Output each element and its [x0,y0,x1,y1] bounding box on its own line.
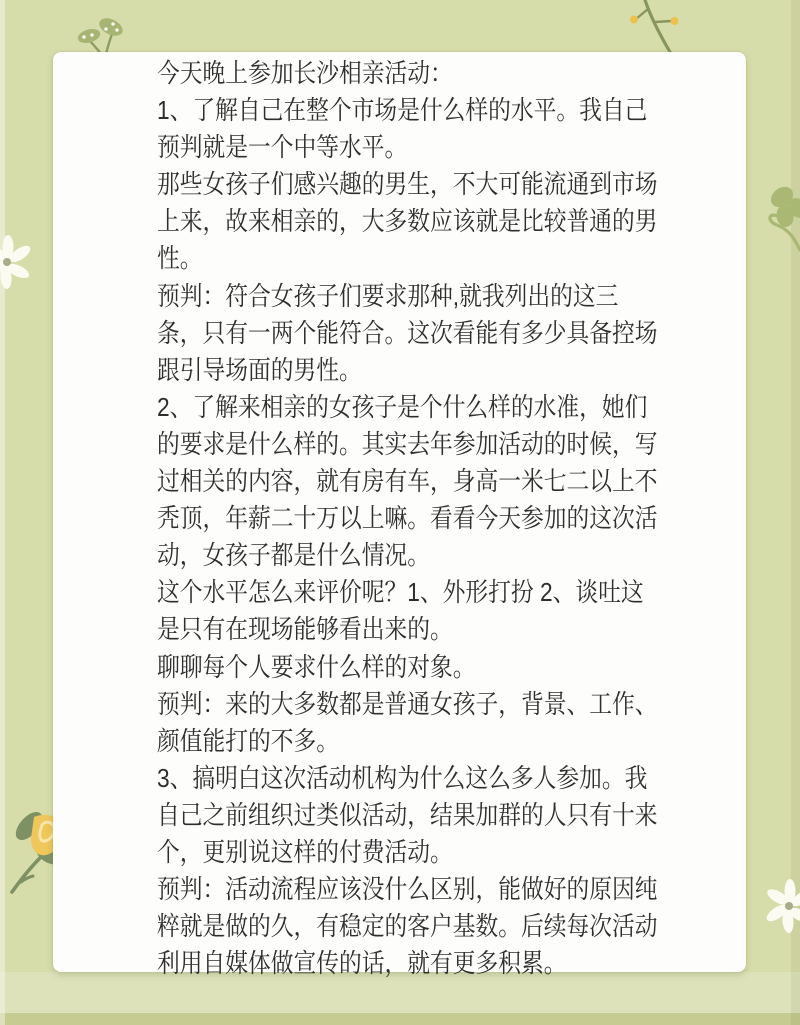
note-paragraph: 那些女孩子们感兴趣的男生，不大可能流通到市场上来，故来相亲的，大多数应该就是比较普通的男性。 [157,169,658,274]
clover-icon [752,182,800,262]
note-paragraph: 这个水平怎么来评价呢？1、外形打扮 2、谈吐这是只有在现场能够看出来的。 [157,577,644,645]
note-paragraph: 1、了解自己在整个市场是什么样的水平。我自己预判就是一个中等水平。 [157,95,648,163]
note-paragraph: 今天晚上参加长沙相亲活动： [157,58,453,88]
note-paragraph: 预判：符合女孩子们要求那种,就我列出的这三条，只有一两个能符合。这次看能有多少具备控场跟引导场面的男性。 [157,280,658,385]
note-text [157,55,663,982]
right-edge-shade [791,0,800,1025]
note-paragraph: 聊聊每个人要求什么样的对象。 [157,651,476,682]
note-paragraph: 3、搞明白这次活动机构为什么这么多人参加。我自己之前组织过类似活动，结果加群的人只有十来个，更别说这样的付费活动。 [157,762,658,867]
bottom-shade-strip [0,1013,800,1025]
branch-icon [610,0,700,60]
note-paragraph: 预判：活动流程应该没什么区别，能做好的原因纯粹就是做的久，有稳定的客户基数。后续每次活动利用自媒体做宣传的话，就有更多积累。 [157,874,658,979]
daisy-icon-right [762,878,800,936]
note-card [53,52,746,979]
note-paragraph: 2、了解来相亲的女孩子是个什么样的水准，她们的要求是什么样的。其实去年参加活动的时候，写过相关的内容，就有房有车，身高一米七二以上不秃顶，年薪二十万以上嘛。看看今天参加的这次活动，女孩子都是什么情况。 [157,391,658,571]
daisy-icon-left [0,233,38,291]
note-paragraph: 预判：来的大多数都是普通女孩子，背景、工作、颜值能打的不多。 [157,688,658,756]
